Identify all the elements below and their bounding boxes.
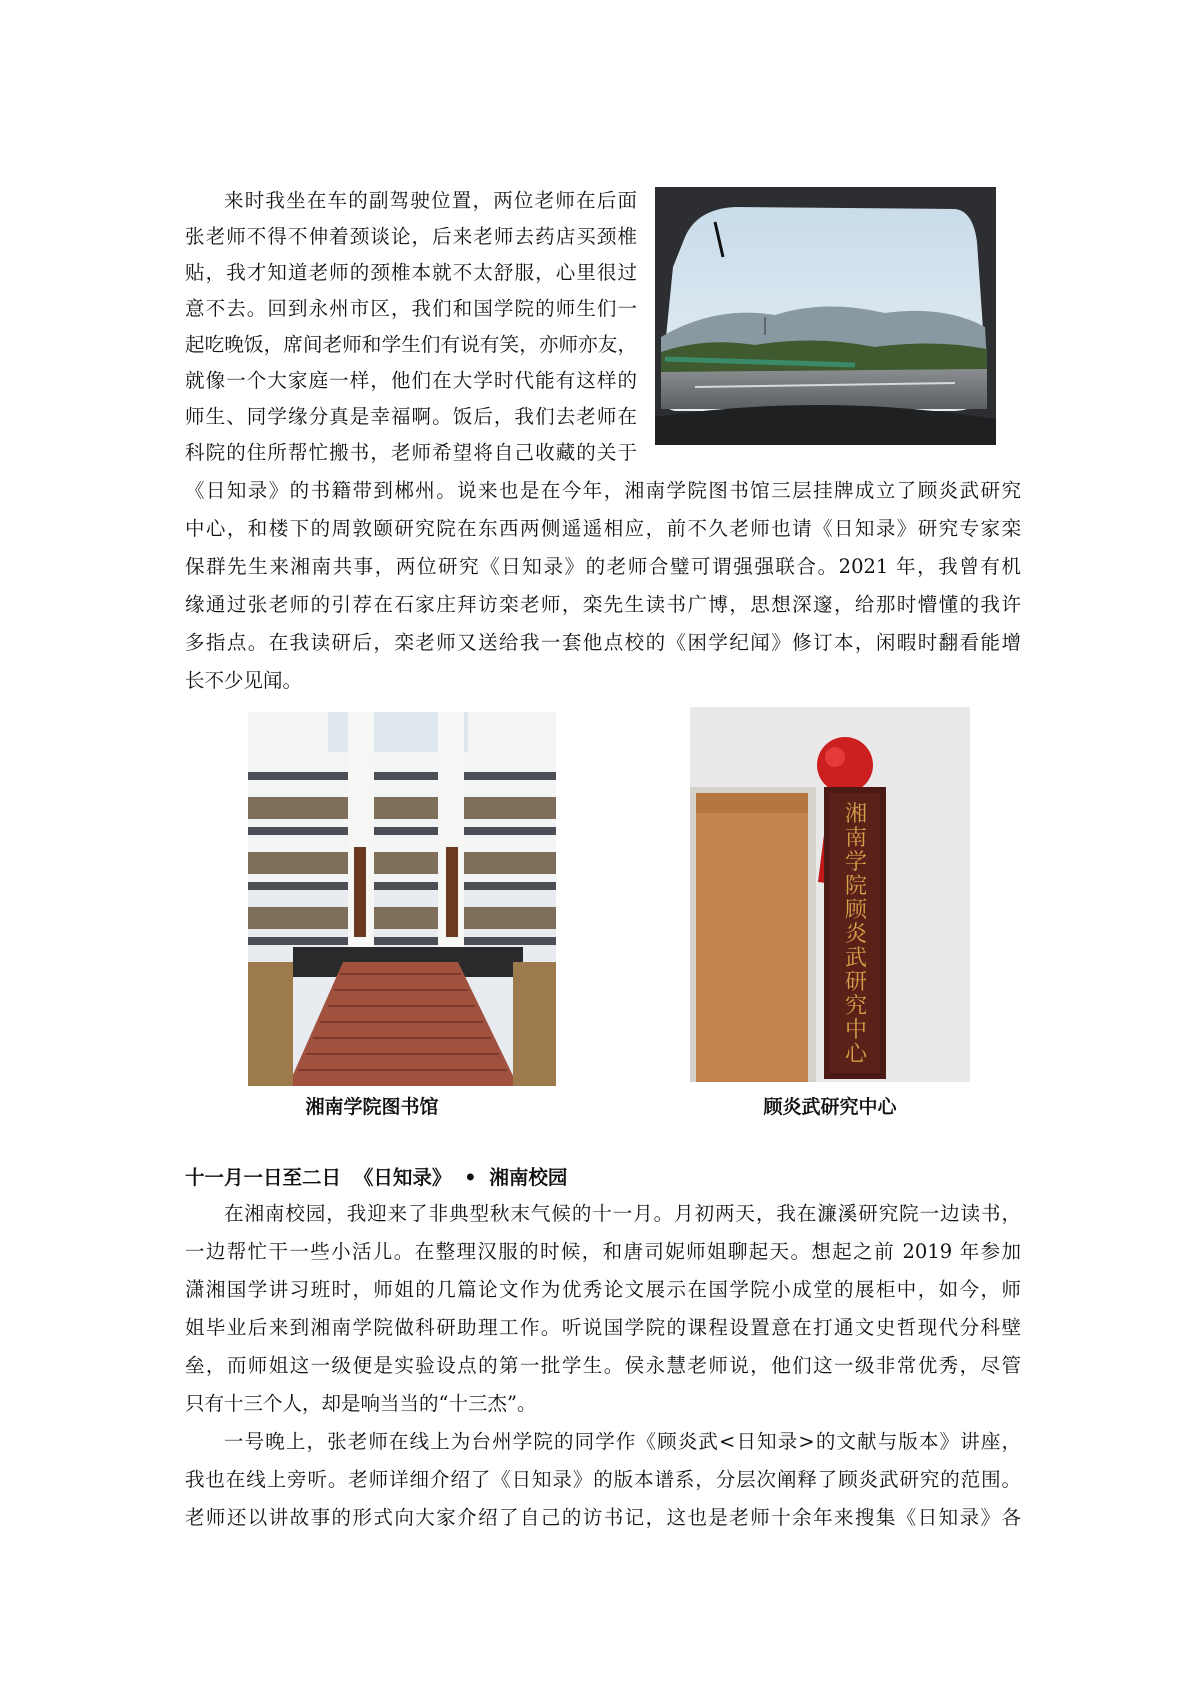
paragraph-line: 在湘南校园，我迎来了非典型秋末气候的十一月。月初两天，我在濂溪研究院一边读书， [224, 1202, 1021, 1225]
library-caption: 湘南学院图书馆 [305, 1096, 439, 1118]
paragraph-line: 张老师不得不伸着颈谈论，后来老师去药店买颈椎 [185, 225, 637, 248]
paragraph-line: 只有十三个人，却是响当当的“十三杰”。 [185, 1392, 537, 1415]
paragraph-line: 多指点。在我读研后，栾老师又送给我一套他点校的《困学纪闻》修订本，闲暇时翻看能增 [185, 631, 1021, 654]
paragraph-line: 缘通过张老师的引荐在石家庄拜访栾老师，栾先生读书广博，思想深邃，给那时懵懂的我许 [185, 593, 1021, 616]
paragraph-line: 保群先生来湘南共事，两位研究《日知录》的老师合璧可谓强强联合。2021 年，我曾有机 [185, 555, 1021, 578]
car-window-photo [655, 187, 996, 445]
paragraph-line: 来时我坐在车的副驾驶位置，两位老师在后面 [224, 189, 637, 212]
library-photo [248, 712, 556, 1086]
paragraph-line: 贴，我才知道老师的颈椎本就不太舒服，心里很过 [185, 261, 637, 284]
heading-dot: • [464, 1166, 477, 1189]
section-heading [185, 1163, 573, 1193]
paragraph-line: 中心，和楼下的周敦颐研究院在东西两侧遥遥相应，前不久老师也请《日知录》研究专家栾 [185, 517, 1021, 540]
heading-place: 湘南校园 [489, 1166, 568, 1189]
heading-date: 十一月一日至二日 [185, 1166, 342, 1189]
plaque-photo [690, 707, 970, 1082]
paragraph-line: 我也在线上旁听。老师详细介绍了《日知录》的版本谱系，分层次阐释了顾炎武研究的范围。 [185, 1468, 1021, 1491]
heading-book: 《日知录》 [353, 1166, 452, 1189]
paragraph-line: 长不少见闻。 [185, 669, 303, 692]
paragraph-line: 科院的住所帮忙搬书，老师希望将自己收藏的关于 [185, 441, 637, 464]
paragraph-line: 就像一个大家庭一样，他们在大学时代能有这样的 [185, 369, 637, 392]
plaque-text: 湘南学院顾炎武研究中心 [844, 802, 867, 1067]
paragraph-line: 潇湘国学讲习班时，师姐的几篇论文作为优秀论文展示在国学院小成堂的展柜中，如今，师 [185, 1278, 1021, 1301]
paragraph-line: 师生、同学缘分真是幸福啊。饭后，我们去老师在 [185, 405, 637, 428]
paragraph-line: 老师还以讲故事的形式向大家介绍了自己的访书记，这也是老师十余年来搜集《日知录》各 [185, 1506, 1021, 1529]
paragraph-line: 《日知录》的书籍带到郴州。说来也是在今年，湘南学院图书馆三层挂牌成立了顾炎武研究 [185, 479, 1021, 502]
paragraph-line: 起吃晚饭，席间老师和学生们有说有笑，亦师亦友， [185, 333, 637, 356]
center-caption: 顾炎武研究中心 [763, 1096, 897, 1118]
paragraph-line: 一边帮忙干一些小活儿。在整理汉服的时候，和唐司妮师姐聊起天。想起之前 2019 年参加 [185, 1240, 1021, 1263]
paragraph-line: 垒，而师姐这一级便是实验设点的第一批学生。侯永慧老师说，他们这一级非常优秀，尽管 [185, 1354, 1021, 1377]
paragraph-line: 姐毕业后来到湘南学院做科研助理工作。听说国学院的课程设置意在打通文史哲现代分科壁 [185, 1316, 1021, 1339]
paragraph-line: 一号晚上，张老师在线上为台州学院的同学作《顾炎武<日知录>的文献与版本》讲座， [224, 1430, 1021, 1453]
paragraph-line: 意不去。回到永州市区，我们和国学院的师生们一 [185, 297, 637, 320]
